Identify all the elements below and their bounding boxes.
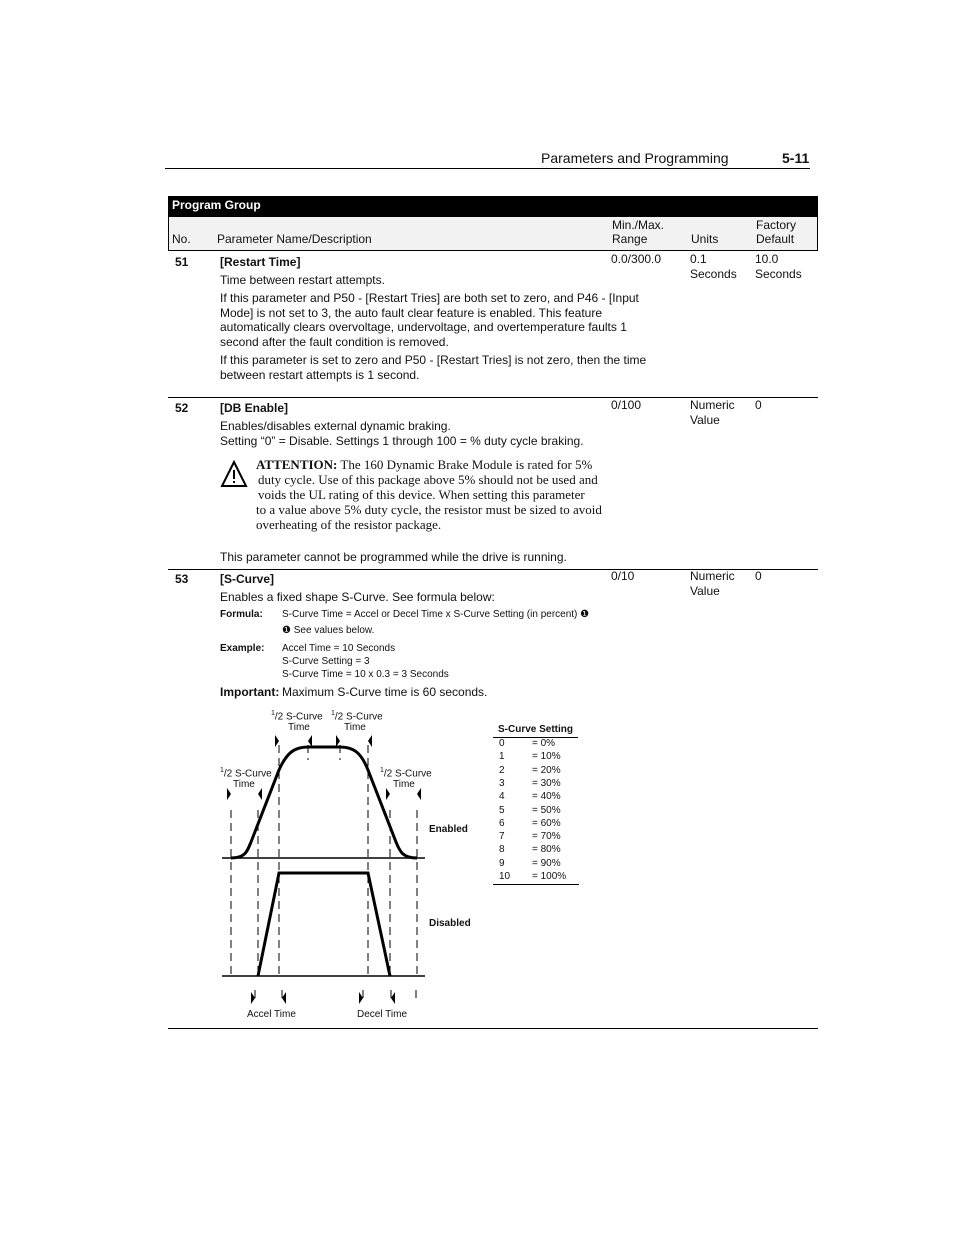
diagram-disabled-label: Disabled bbox=[429, 918, 471, 929]
page-number: 5-11 bbox=[782, 150, 810, 166]
formula-text: S-Curve Time = Accel or Decel Time x S-Curve Setting (in percent) ❶ bbox=[282, 609, 590, 620]
s-curve-table-setting: 8 bbox=[499, 844, 505, 856]
formula-label: Formula: bbox=[220, 609, 263, 620]
p51-default-1: 10.0 bbox=[755, 252, 779, 266]
col-no: No. bbox=[172, 232, 191, 246]
col-name: Parameter Name/Description bbox=[217, 232, 372, 246]
s-curve-diagram bbox=[215, 700, 485, 1025]
running-header-title: Parameters and Programming bbox=[541, 150, 729, 166]
col-units: Units bbox=[691, 232, 719, 246]
p52-note: This parameter cannot be programmed while the drive is running. bbox=[220, 550, 567, 564]
p51-para1-l2: Mode] is not set to 3, the auto fault clear feature is enabled. This feature bbox=[220, 306, 603, 320]
s-curve-table-setting: 4 bbox=[499, 791, 505, 803]
s-curve-table-setting: 9 bbox=[499, 857, 505, 869]
col-range-1: Min./Max. bbox=[612, 218, 665, 232]
p51-units-1: 0.1 bbox=[690, 252, 707, 266]
p53-range: 0/10 bbox=[611, 569, 635, 583]
p52-units-1: Numeric bbox=[690, 398, 735, 412]
p51-para2-l2: between restart attempts is 1 second. bbox=[220, 368, 420, 382]
important-text: Maximum S-Curve time is 60 seconds. bbox=[282, 685, 488, 699]
s-curve-table-value: = 0% bbox=[532, 738, 556, 749]
p51-para1-l1: If this parameter and P50 - [Restart Tries] are both set to zero, and P46 - [Input bbox=[220, 291, 639, 305]
p51-name: [Restart Time] bbox=[220, 255, 301, 269]
col-default-2: Default bbox=[756, 232, 795, 246]
attention-text-l1: The 160 Dynamic Brake Module is rated for 5% bbox=[340, 457, 593, 472]
s-curve-table-value: = 100% bbox=[532, 871, 567, 882]
group-title: Program Group bbox=[172, 198, 261, 212]
p51-desc: Time between restart attempts. bbox=[220, 273, 385, 287]
p52-number: 52 bbox=[175, 401, 189, 415]
s-curve-table-value: = 10% bbox=[532, 751, 561, 763]
p51-range: 0.0/300.0 bbox=[611, 252, 662, 266]
header-rule bbox=[165, 168, 810, 169]
diagram-enabled-label: Enabled bbox=[429, 824, 468, 835]
p52-range: 0/100 bbox=[611, 398, 642, 412]
example-l1: Accel Time = 10 Seconds bbox=[282, 643, 396, 654]
p53-units-1: Numeric bbox=[690, 569, 735, 583]
col-default-1: Factory bbox=[756, 218, 797, 232]
p53-units-2: Value bbox=[690, 584, 720, 598]
p53-number: 53 bbox=[175, 572, 189, 586]
p53-name: [S-Curve] bbox=[220, 572, 275, 586]
p51-para1-l3: automatically clears overvoltage, undervoltage, and overtemperature faults 1 bbox=[220, 320, 627, 334]
p52-desc-l2: Setting “0” = Disable. Settings 1 through 100 = % duty cycle braking. bbox=[220, 434, 584, 448]
s-curve-table-value: = 90% bbox=[532, 857, 561, 869]
s-curve-table-rule bbox=[493, 884, 579, 885]
p52-attention-l1 bbox=[256, 457, 601, 472]
formula-note: ❶ See values below. bbox=[282, 625, 375, 636]
table-bottom-rule bbox=[168, 1028, 818, 1029]
important-label: Important: bbox=[220, 685, 280, 699]
p51-units-2: Seconds bbox=[690, 267, 737, 281]
s-curve-table-value: = 80% bbox=[532, 844, 561, 856]
p52-attention-l5: overheating of the resistor package. bbox=[256, 517, 442, 532]
s-curve-table-setting: 3 bbox=[499, 777, 505, 789]
example-l2: S-Curve Setting = 3 bbox=[282, 656, 370, 667]
diagram-label-top-left: $^1$/2 S-Curve Time bbox=[271, 710, 323, 734]
warning-triangle-icon bbox=[220, 460, 248, 488]
group-title-bar bbox=[168, 196, 818, 217]
col-range-2: Range bbox=[612, 232, 648, 246]
p51-para1-l4: second after the fault condition is removed. bbox=[220, 335, 449, 349]
diagram-label-top-right: $^1$/2 S-Curve Time bbox=[331, 710, 383, 734]
s-curve-table-setting: 2 bbox=[499, 764, 505, 776]
p51-para2-l1: If this parameter is set to zero and P50 - [Restart Tries] is not zero, then the time bbox=[220, 353, 647, 367]
column-header-row bbox=[168, 217, 818, 251]
s-curve-table-value: = 40% bbox=[532, 791, 561, 803]
s-curve-table-setting: 7 bbox=[499, 831, 505, 843]
s-curve-table-title: S-Curve Setting bbox=[493, 722, 578, 738]
p52-attention-l2: duty cycle. Use of this package above 5% should not be used and bbox=[258, 472, 598, 487]
example-l3: S-Curve Time = 10 x 0.3 = 3 Seconds bbox=[282, 669, 449, 680]
p52-attention-l3: voids the UL rating of this device. When setting this parameter bbox=[258, 487, 585, 502]
p51-default-2: Seconds bbox=[755, 267, 802, 281]
diagram-decel-time: Decel Time bbox=[357, 1009, 408, 1020]
s-curve-table-value: = 30% bbox=[532, 777, 561, 789]
s-curve-table-value: = 20% bbox=[532, 764, 561, 776]
attention-label: ATTENTION: bbox=[256, 457, 338, 472]
diagram-label-left: $^1$/2 S-Curve Time bbox=[220, 767, 272, 791]
s-curve-table-setting: 5 bbox=[499, 804, 505, 816]
p52-units-2: Value bbox=[690, 413, 720, 427]
p53-default: 0 bbox=[755, 569, 762, 583]
p51-number: 51 bbox=[175, 255, 189, 269]
s-curve-table-value: = 70% bbox=[532, 831, 561, 843]
p52-desc-l1: Enables/disables external dynamic braking. bbox=[220, 419, 451, 433]
example-label: Example: bbox=[220, 643, 265, 654]
p52-name: [DB Enable] bbox=[220, 401, 289, 415]
s-curve-table-setting: 6 bbox=[499, 817, 505, 829]
p52-attention-l4: to a value above 5% duty cycle, the resistor must be sized to avoid bbox=[256, 502, 602, 517]
diagram-label-right: $^1$/2 S-Curve Time bbox=[380, 767, 432, 791]
s-curve-table-setting: 10 bbox=[499, 871, 511, 882]
p53-desc: Enables a fixed shape S-Curve. See formula below: bbox=[220, 590, 495, 604]
p52-default: 0 bbox=[755, 398, 762, 412]
s-curve-table-setting: 1 bbox=[499, 751, 505, 763]
s-curve-table-value: = 60% bbox=[532, 817, 561, 829]
s-curve-table-value: = 50% bbox=[532, 804, 561, 816]
s-curve-table-setting: 0 bbox=[499, 738, 505, 749]
diagram-accel-time: Accel Time bbox=[247, 1009, 296, 1020]
